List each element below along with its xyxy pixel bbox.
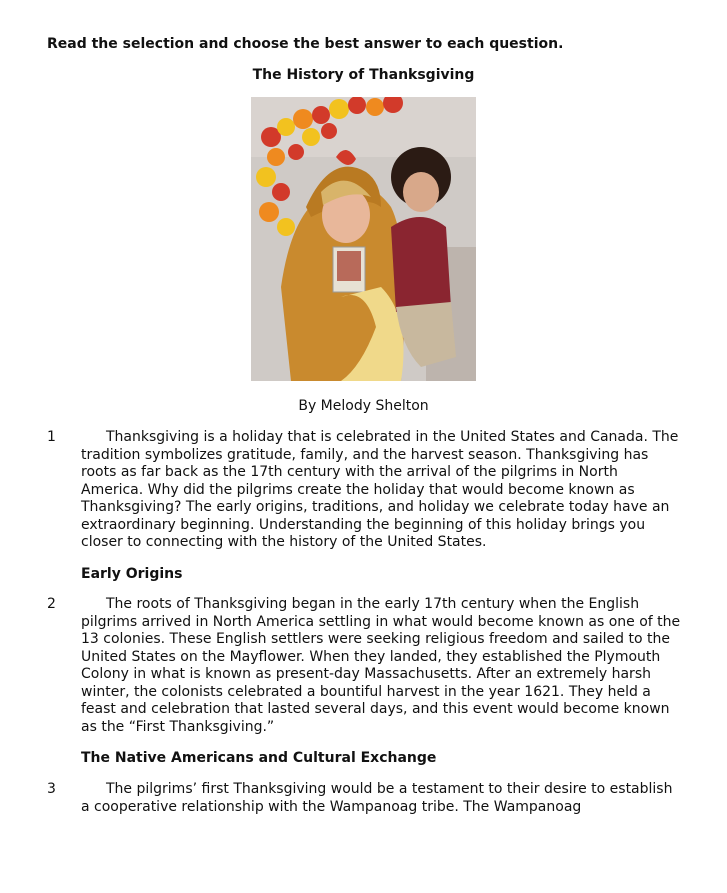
photo-illustration xyxy=(251,97,476,381)
thanksgiving-photo xyxy=(251,97,476,381)
byline: By Melody Shelton xyxy=(298,398,429,414)
section-heading: The Native Americans and Cultural Exchange xyxy=(81,750,437,766)
passage-title: The History of Thanksgiving xyxy=(252,67,475,83)
instructions: Read the selection and choose the best answer to each question. xyxy=(47,36,564,52)
paragraph-text: The roots of Thanksgiving began in the early 17th century when the English pilgrims arrived in North America settling in what would become known as one of the 13 colonies. These English settlers were seeking religious freedom and sailed to the United States on the Mayflower. When they landed, they established the Plymouth Colony in what is known as present-day Massachusetts. After an extremely harsh winter, the colonists celebrated a bountiful harvest in the year 1621. They held a feast and celebration that lasted several days, and this event would become known as the “First Thanksgiving.” xyxy=(81,596,681,735)
paragraph-text: Thanksgiving is a holiday that is celebrated in the United States and Canada. The tradition symbolizes gratitude, family, and the harvest season. Thanksgiving has roots as far back as the 17th century with the arrival of the pilgrims in North America. Why did the pilgrims create the holiday that would become known as Thanksgiving? The early origins, traditions, and holiday we celebrate today have an extraordinary beginning. Understanding the beginning of this holiday brings you closer to connecting with the history of the United States. xyxy=(81,429,679,550)
paragraph-number: 2 xyxy=(47,596,56,612)
section-heading: Early Origins xyxy=(81,566,183,582)
paragraph-number: 3 xyxy=(47,781,56,797)
paragraph-text: The pilgrims’ first Thanksgiving would be a testament to their desire to establish a cooperative relationship with the Wampanoag tribe. The Wampanoag xyxy=(81,781,673,815)
paragraph-number: 1 xyxy=(47,429,56,445)
